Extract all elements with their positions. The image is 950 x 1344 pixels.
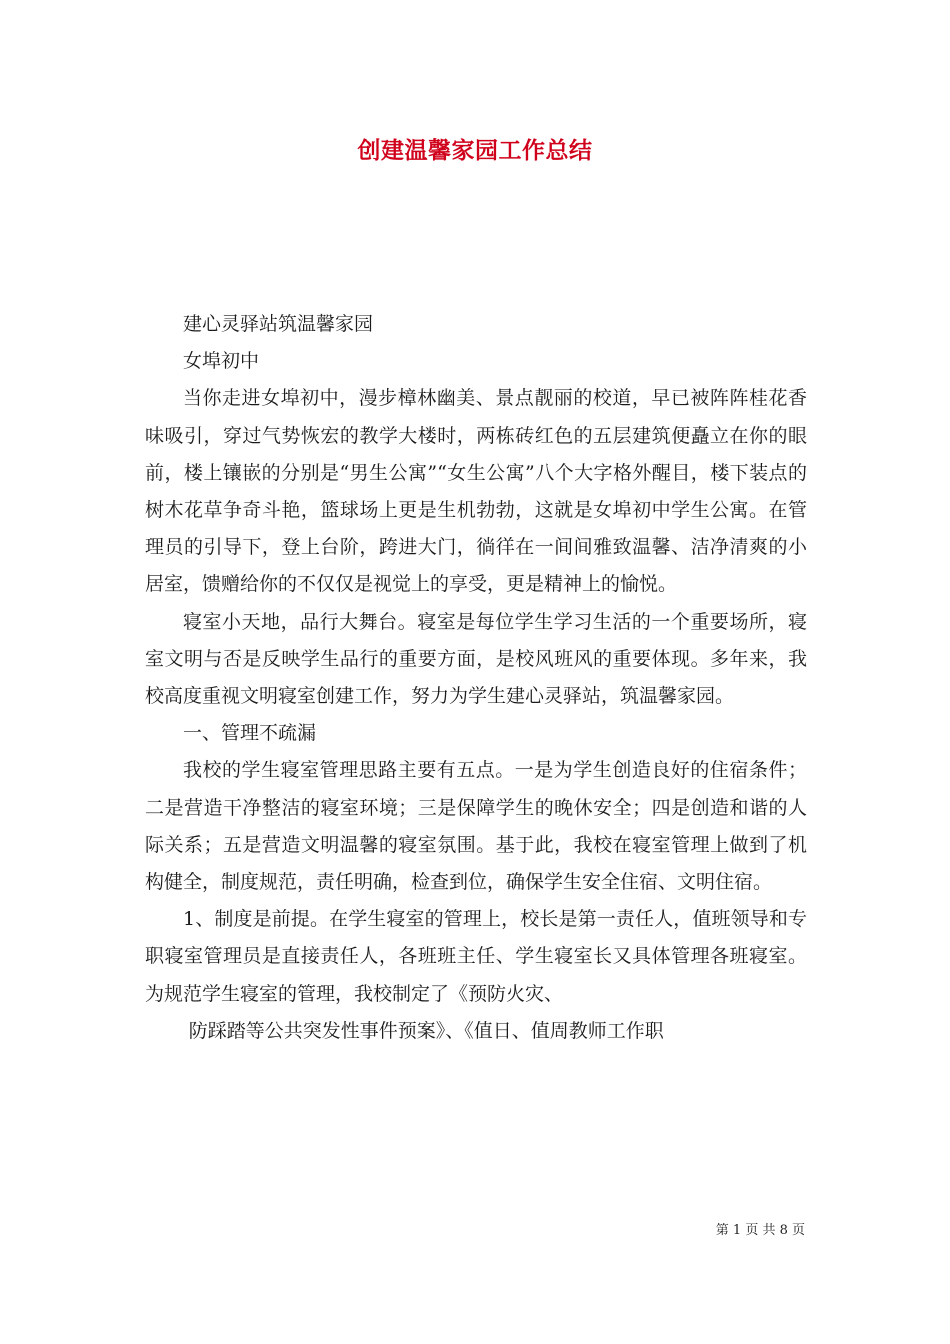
document-title: 创建温馨家园工作总结 [357,137,593,164]
paragraph-dorm-stage: 寝室小天地，品行大舞台。寝室是每位学生学习生活的一个重要场所，寝室文明与否是反映学生品行的重要方面，是校风班风的重要体现。多年来，我校高度重视文明寝室创建工作，努力为学生建心灵驿站，筑温馨家园。 [145,610,807,708]
section-heading-management: 一、管理不疏漏 [183,722,317,745]
document-body [145,306,807,1050]
page-number: 第 1 页 共 8 页 [715,1223,805,1238]
paragraph-management-ideas: 我校的学生寝室管理思路主要有五点。一是为学生创造良好的住宿条件；二是营造干净整洁的寝室环境；三是保障学生的晚休安全；四是创造和谐的人际关系；五是营造文明温馨的寝室氛围。基于此，我校在寝室管理上做到了机构健全，制度规范，责任明确，检查到位，确保学生安全住宿、文明住宿。 [145,759,807,894]
paragraph-system-premise: 1、制度是前提。在学生寝室的管理上，校长是第一责任人，值班领导和专职寝室管理员是直接责任人，各班班主任、学生寝室长又具体管理各班寝室。为规范学生寝室的管理，我校制定了《预防火灾、 [145,908,807,1005]
paragraph-school-name: 女埠初中 [183,350,260,373]
paragraph-continuation: 防踩踏等公共突发性事件预案》、《值日、值周教师工作职 [188,1019,664,1042]
paragraph-subtitle: 建心灵驿站筑温馨家园 [183,313,374,335]
paragraph-intro: 当你走进女埠初中，漫步樟林幽美、景点靓丽的校道，早已被阵阵桂花香味吸引，穿过气势恢宏的教学大楼时，两栋砖红色的五层建筑便矗立在你的眼前，楼上镶嵌的分别是“男生公寓”“女生公寓”八个大字格外醒目，楼下装点的树木花草争奇斗艳，篮球场上更是生机勃勃，这就是女埠初中学生公寓。在管理员的引导下，登上台阶，跨进大门，徜徉在一间间雅致温馨、洁净清爽的小居室，馈赠给你的不仅仅是视觉上的享受，更是精神上的愉悦。 [145,387,807,596]
